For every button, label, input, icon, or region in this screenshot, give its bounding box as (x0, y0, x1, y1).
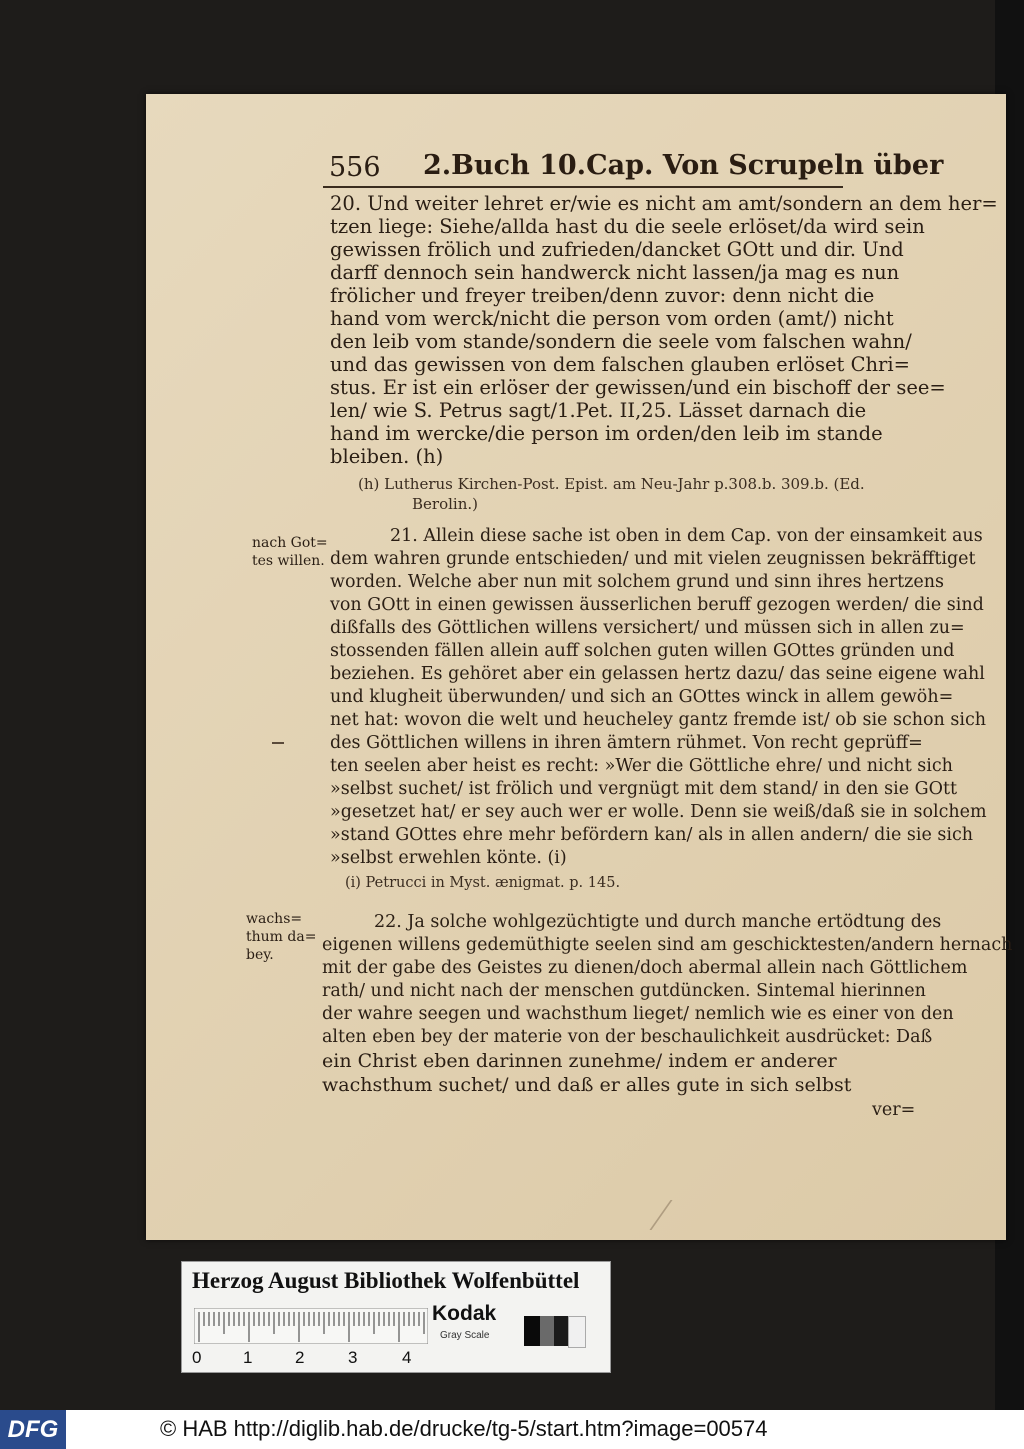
running-title: 2.Buch 10.Cap. Von Scrupeln über (423, 150, 944, 181)
text-line: 22. Ja solche wohlgezüchtigte und durch manche ertödtung des (374, 912, 942, 932)
text-line: dißfalls des Göttlichen willens versichert/ und müssen sich in allen zu= (330, 618, 965, 638)
footnote-line: (i) Petrucci in Myst. ænigmat. p. 145. (345, 875, 621, 891)
text-line: und das gewissen von dem falschen glauben erlöset Chri= (330, 353, 910, 376)
text-line: hand vom werck/nicht die person vom orden (amt/) nicht (330, 307, 894, 330)
text-line: von GOtt in einen gewissen äusserlichen beruff gezogen werden/ die sind (330, 595, 984, 615)
gray-patch-black (524, 1316, 540, 1346)
gray-patch-dark (554, 1316, 568, 1346)
text-line: den leib vom stande/sondern die seele vom falschen wahn/ (330, 330, 912, 353)
margin-line: bey. (246, 947, 274, 963)
kodak-logo: Kodak (432, 1302, 497, 1325)
scale-ruler (194, 1308, 428, 1344)
text-line: tzen liege: Siehe/allda hast du die seele erlöset/da wird sein (330, 215, 925, 238)
text-line: 20. Und weiter lehret er/wie es nicht am amt/sondern an dem her= (330, 192, 998, 215)
ruler-label: 2 (295, 1348, 305, 1367)
text-line: ten seelen aber heist es recht: »Wer die Göttliche ehre/ und nicht sich (330, 756, 953, 776)
gray-scale-label: Gray Scale (440, 1330, 490, 1341)
margin-note-nach-gottes-willen (252, 534, 328, 570)
text-line: »selbst suchet/ ist frölich und vergnügt mit dem stand/ in den sie GOtt (330, 779, 958, 799)
text-line: frölicher und freyer treiben/denn zuvor: denn nicht die (330, 284, 875, 307)
page-number: 556 (329, 152, 381, 183)
copyright-link[interactable]: © HAB http://diglib.hab.de/drucke/tg-5/start.htm?image=00574 (160, 1416, 768, 1441)
text-line: der wahre seegen und wachsthum lieget/ nemlich wie es einer von den (322, 1004, 954, 1024)
viewer-footer (0, 1410, 1024, 1449)
footnote-line: Berolin.) (412, 495, 478, 513)
text-line: dem wahren grunde entschieden/ und mit vielen zeugnissen bekräfftiget (330, 549, 976, 569)
ruler-label: 1 (243, 1348, 253, 1367)
text-line: »selbst erwehlen könte. (i) (330, 848, 567, 868)
text-line: net hat: wovon die welt und heucheley gantz fremde ist/ ob sie schon sich (330, 710, 987, 730)
text-line: bleiben. (h) (330, 445, 444, 468)
ruler-label: 3 (348, 1348, 358, 1367)
text-line: rath/ und nicht nach der menschen gutdüncken. Sintemal hierinnen (322, 981, 926, 1001)
text-line: gewissen frölich und zufrieden/dancket GOtt und dir. Und (330, 238, 904, 261)
text-line: stossenden fällen allein auff solchen guten willen GOttes gründen und (330, 641, 955, 661)
text-line: eigenen willens gedemüthigte seelen sind am geschicktesten/andern hernach (322, 935, 1013, 955)
text-line: wachsthum suchet/ und daß er alles gute in sich selbst (322, 1074, 852, 1096)
text-line: stus. Er ist ein erlöser der gewissen/und ein bischoff der see= (330, 376, 946, 399)
library-name: Herzog August Bibliothek Wolfenbüttel (192, 1268, 580, 1293)
gray-patch-mid (540, 1316, 554, 1346)
text-line: »gesetzet hat/ er sey auch wer er wolle. Denn sie weiß/daß sie in solchem (330, 802, 987, 822)
text-line: hand im wercke/die person im orden/den leib im stande (330, 422, 883, 445)
text-line: mit der gabe des Geistes zu dienen/doch abermal allein nach Göttlichem (322, 958, 968, 978)
dfg-logo: DFG (0, 1410, 66, 1449)
text-line: »stand GOttes ehre mehr befördern kan/ als in allen andern/ die sie sich (330, 825, 974, 845)
ruler-label: 0 (192, 1348, 202, 1367)
text-line: len/ wie S. Petrus sagt/1.Pet. II,25. Lässet darnach die (330, 399, 867, 422)
text-line: des Göttlichen willens in ihren ämtern rühmet. Von recht geprüff= (330, 733, 923, 753)
margin-dash (272, 742, 284, 744)
margin-line: thum da= (246, 929, 317, 945)
text-line: darff dennoch sein handwerck nicht lassen/ja mag es nun (330, 261, 900, 284)
text-line: 21. Allein diese sache ist oben in dem Cap. von der einsamkeit aus (390, 526, 983, 546)
margin-line: wachs= (246, 911, 303, 927)
margin-line: nach Got= (252, 535, 328, 551)
gray-patch-white (568, 1316, 586, 1348)
text-line: beziehen. Es gehöret aber ein gelassen hertz dazu/ das seine eigene wahl (330, 664, 985, 684)
margin-line: tes willen. (252, 553, 325, 569)
text-line: ein Christ eben darinnen zunehme/ indem er anderer (322, 1050, 837, 1072)
footnote-line: (h) Lutherus Kirchen-Post. Epist. am Neu-Jahr p.308.b. 309.b. (Ed. (358, 475, 865, 493)
margin-note-wachsthum (246, 910, 316, 964)
ruler-label: 4 (402, 1348, 412, 1367)
text-line: und klugheit überwunden/ und sich an GOttes winck in allem gewöh= (330, 687, 954, 707)
catchword: ver= (872, 1100, 916, 1120)
text-line: worden. Welche aber nun mit solchem grund und sinn ihres hertzens (330, 572, 944, 592)
library-color-card (181, 1261, 611, 1373)
page-header (323, 150, 944, 188)
text-line: alten eben bey der materie von der beschaulichkeit ausdrücket: Daß (322, 1027, 933, 1047)
